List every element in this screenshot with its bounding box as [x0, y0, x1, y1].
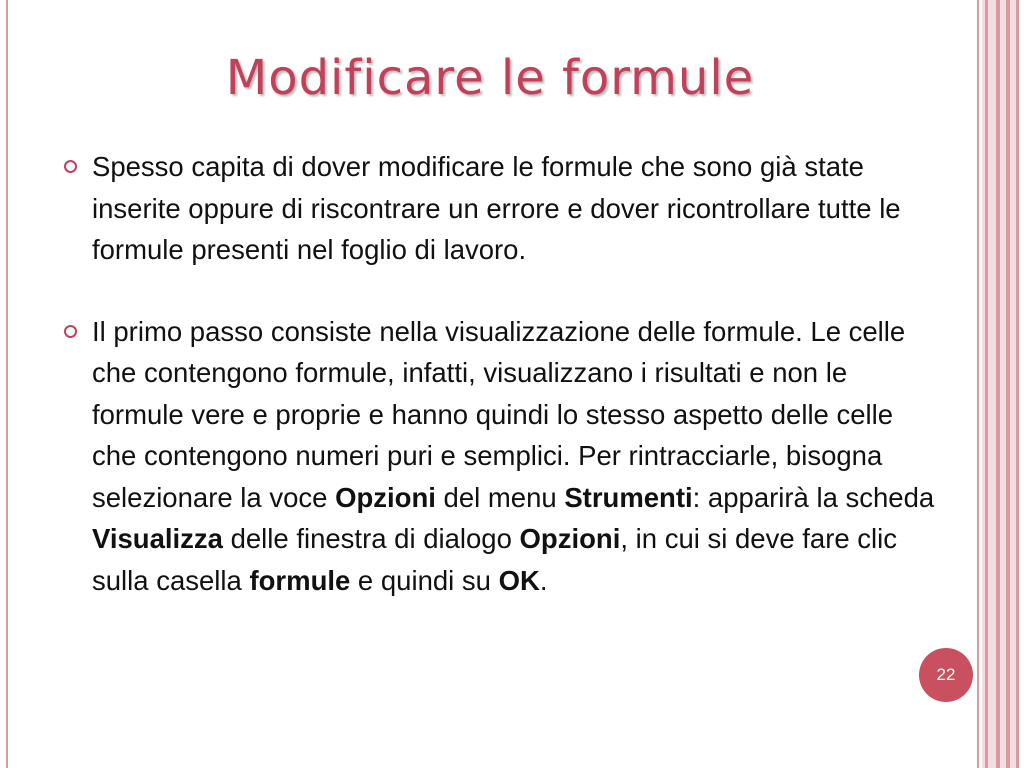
text-run: Il primo passo consiste nella visualizzazione delle formule. Le celle che contengono formule, infatti, visualizzano i risultati e non le formule vere e proprie e hanno quindi lo stesso aspetto delle celle che contengono numeri puri e semplici. Per rintracciarle, bisogna selezionare la voce	[92, 315, 906, 513]
paragraph-text	[92, 151, 901, 265]
frame-stripe	[985, 0, 988, 768]
text-run: delle finestra di dialogo	[222, 523, 520, 554]
text-run: , in cui si deve fare clic sulla casella	[92, 523, 898, 596]
frame-stripe	[1016, 0, 1019, 768]
bullet-paragraph	[60, 311, 940, 602]
text-run: del menu	[435, 481, 565, 513]
slide-title: Modificare le formule	[225, 50, 755, 106]
text-run: Spesso capita di dover modificare le formule che sono già state inserite oppure di riscontrare un errore e dover ricontrollare tutte le formule presenti nel foglio di lavoro.	[92, 151, 901, 265]
frame-stripe	[1006, 0, 1010, 768]
bold-term: Opzioni	[519, 523, 621, 554]
bold-term: Visualizza	[92, 523, 223, 554]
bold-term: Opzioni	[335, 481, 436, 513]
bold-term: OK	[498, 564, 540, 596]
frame-border-left	[6, 0, 8, 768]
bold-term: Strumenti	[564, 481, 693, 513]
frame-stripe	[996, 0, 1000, 768]
bullet-paragraph	[60, 146, 940, 271]
slide-body	[60, 146, 940, 601]
text-run: .	[539, 564, 548, 596]
text-run: : apparirà la scheda	[692, 481, 935, 513]
frame-border-right	[977, 0, 979, 768]
page-number-badge: 22	[919, 648, 973, 702]
bullet-circle-icon	[64, 160, 77, 173]
paragraph-text	[92, 316, 934, 596]
bullet-circle-icon	[64, 325, 77, 338]
bold-term: formule	[249, 564, 351, 596]
text-run: e quindi su	[350, 564, 499, 596]
